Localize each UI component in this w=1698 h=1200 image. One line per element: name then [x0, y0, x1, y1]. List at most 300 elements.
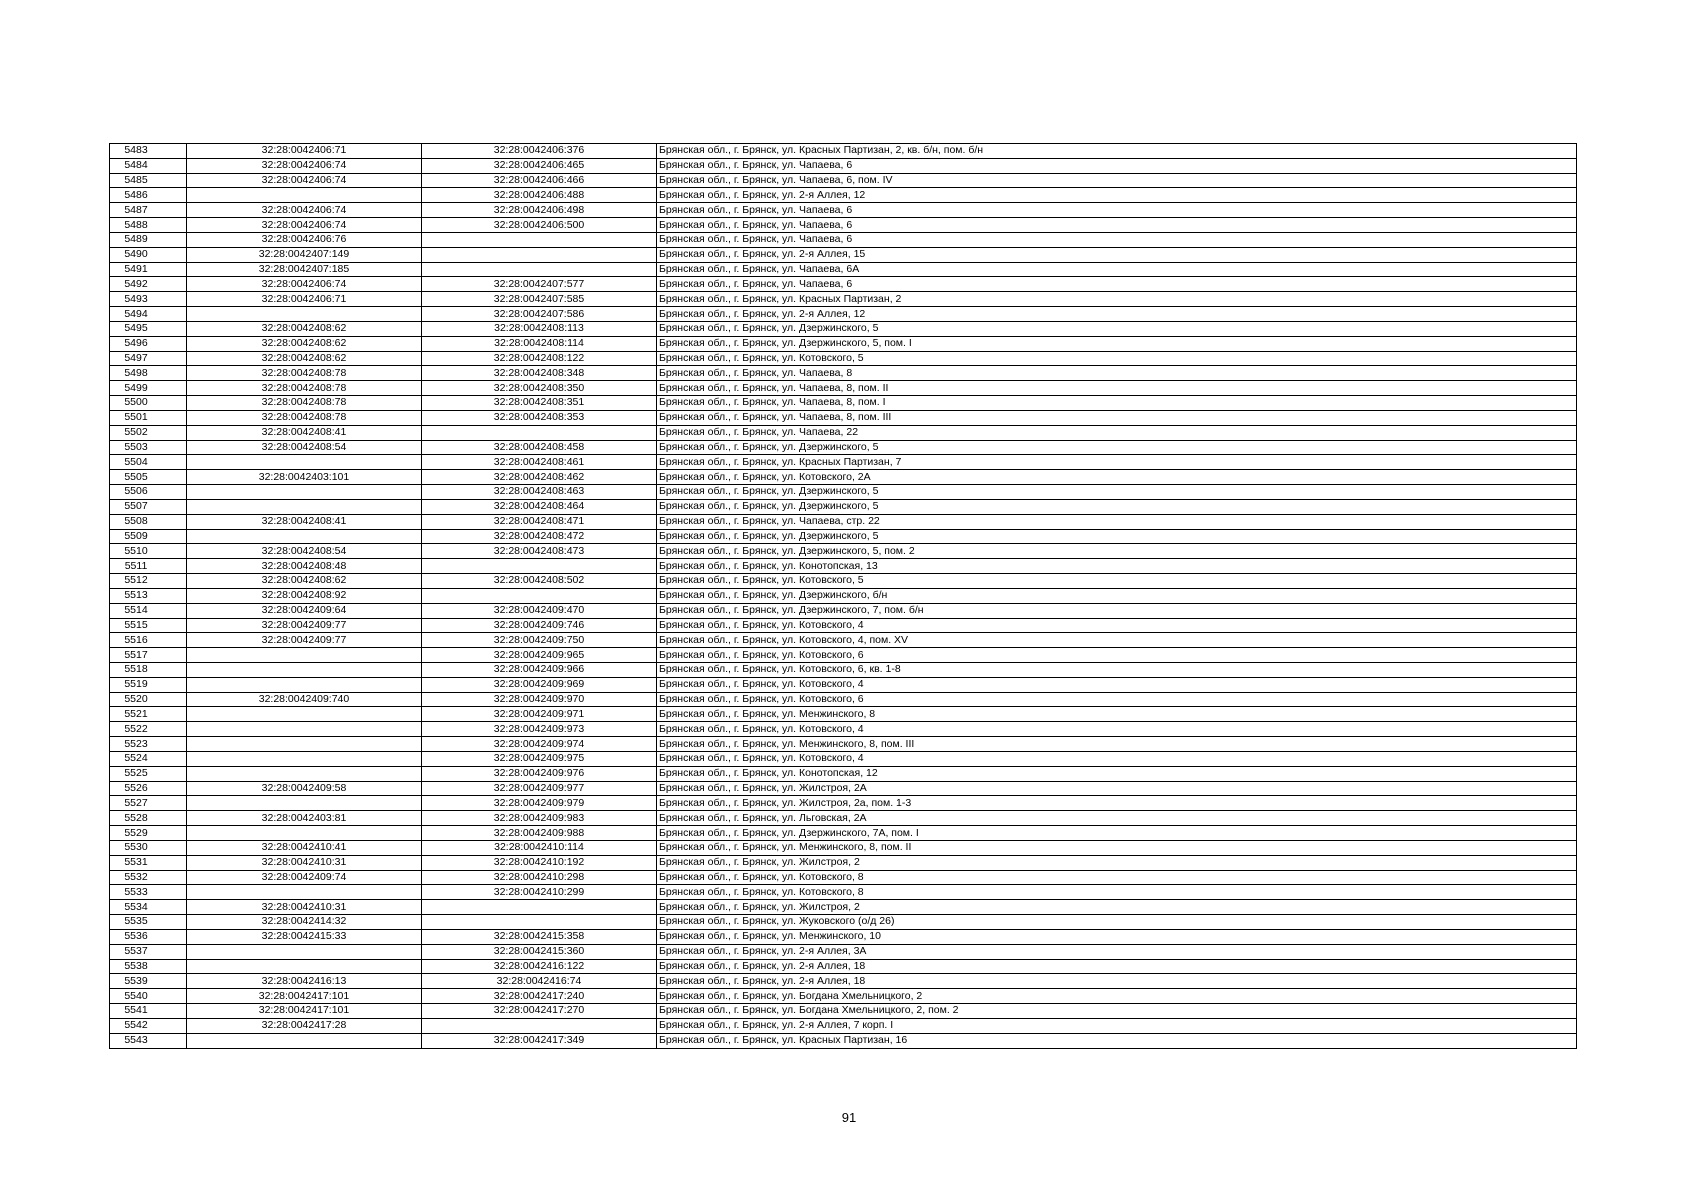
- cadastral-number-cell: 32:28:0042408:473: [422, 544, 657, 559]
- row-number-cell: 5501: [110, 410, 187, 425]
- cadastral-parent-cell: 32:28:0042409:58: [187, 781, 422, 796]
- table-row: [110, 840, 1577, 855]
- row-number-cell: 5488: [110, 218, 187, 233]
- cadastral-number-cell: 32:28:0042409:965: [422, 648, 657, 663]
- row-number-cell: 5496: [110, 336, 187, 351]
- row-number-cell: 5510: [110, 544, 187, 559]
- cadastral-number-cell: [422, 559, 657, 574]
- cadastral-number-cell: 32:28:0042409:975: [422, 751, 657, 766]
- cadastral-parent-cell: 32:28:0042417:101: [187, 1004, 422, 1019]
- cadastral-parent-cell: [187, 485, 422, 500]
- row-number-cell: 5540: [110, 989, 187, 1004]
- cadastral-number-cell: 32:28:0042408:462: [422, 470, 657, 485]
- address-cell: Брянская обл., г. Брянск, ул. Дзержинского, 5: [657, 321, 1577, 336]
- row-number-cell: 5532: [110, 870, 187, 885]
- address-cell: Брянская обл., г. Брянск, ул. Котовского, 8: [657, 885, 1577, 900]
- cadastral-parent-cell: 32:28:0042403:81: [187, 811, 422, 826]
- row-number-cell: 5527: [110, 796, 187, 811]
- row-number-cell: 5494: [110, 307, 187, 322]
- table-row: [110, 648, 1577, 663]
- cadastral-parent-cell: [187, 737, 422, 752]
- address-cell: Брянская обл., г. Брянск, ул. Красных Партизан, 2, кв. б/н, пом. б/н: [657, 144, 1577, 159]
- table-row: [110, 499, 1577, 514]
- address-cell: Брянская обл., г. Брянск, ул. Чапаева, стр. 22: [657, 514, 1577, 529]
- cadastral-number-cell: 32:28:0042406:465: [422, 158, 657, 173]
- cadastral-parent-cell: 32:28:0042406:74: [187, 218, 422, 233]
- address-cell: Брянская обл., г. Брянск, ул. 2-я Аллея, 15: [657, 247, 1577, 262]
- cadastral-parent-cell: 32:28:0042409:77: [187, 633, 422, 648]
- table-row: [110, 425, 1577, 440]
- cadastral-number-cell: 32:28:0042408:464: [422, 499, 657, 514]
- cadastral-number-cell: 32:28:0042407:586: [422, 307, 657, 322]
- table-row: [110, 974, 1577, 989]
- cadastral-number-cell: 32:28:0042409:750: [422, 633, 657, 648]
- table-row: [110, 633, 1577, 648]
- address-cell: Брянская обл., г. Брянск, ул. Чапаева, 8: [657, 366, 1577, 381]
- row-number-cell: 5516: [110, 633, 187, 648]
- table-row: [110, 870, 1577, 885]
- address-cell: Брянская обл., г. Брянск, ул. 2-я Аллея, 12: [657, 307, 1577, 322]
- cadastral-number-cell: 32:28:0042417:270: [422, 1004, 657, 1019]
- address-cell: Брянская обл., г. Брянск, ул. Чапаева, 22: [657, 425, 1577, 440]
- address-cell: Брянская обл., г. Брянск, ул. Котовского, 4: [657, 618, 1577, 633]
- cadastral-parent-cell: 32:28:0042406:71: [187, 144, 422, 159]
- table-row: [110, 796, 1577, 811]
- address-cell: Брянская обл., г. Брянск, ул. Льговская, 2А: [657, 811, 1577, 826]
- cadastral-parent-cell: 32:28:0042410:31: [187, 900, 422, 915]
- table-row: [110, 381, 1577, 396]
- address-cell: Брянская обл., г. Брянск, ул. Котовского, 4: [657, 751, 1577, 766]
- table-row: [110, 662, 1577, 677]
- cadastral-number-cell: [422, 232, 657, 247]
- cadastral-number-cell: 32:28:0042408:113: [422, 321, 657, 336]
- table-row: [110, 707, 1577, 722]
- address-cell: Брянская обл., г. Брянск, ул. Чапаева, 6: [657, 277, 1577, 292]
- address-cell: Брянская обл., г. Брянск, ул. Чапаева, 6: [657, 158, 1577, 173]
- row-number-cell: 5541: [110, 1004, 187, 1019]
- cadastral-number-cell: 32:28:0042406:498: [422, 203, 657, 218]
- cadastral-parent-cell: 32:28:0042406:74: [187, 158, 422, 173]
- cadastral-parent-cell: 32:28:0042408:54: [187, 544, 422, 559]
- cadastral-parent-cell: 32:28:0042409:77: [187, 618, 422, 633]
- address-cell: Брянская обл., г. Брянск, ул. Чапаева, 8, пом. II: [657, 381, 1577, 396]
- address-cell: Брянская обл., г. Брянск, ул. Котовского, 5: [657, 351, 1577, 366]
- cadastral-parent-cell: 32:28:0042406:74: [187, 277, 422, 292]
- cadastral-parent-cell: [187, 188, 422, 203]
- address-cell: Брянская обл., г. Брянск, ул. Жилстроя, 2А: [657, 781, 1577, 796]
- address-cell: Брянская обл., г. Брянск, ул. Котовского, 4: [657, 677, 1577, 692]
- row-number-cell: 5495: [110, 321, 187, 336]
- table-row: [110, 455, 1577, 470]
- address-cell: Брянская обл., г. Брянск, ул. Котовского, 6: [657, 648, 1577, 663]
- cadastral-parent-cell: [187, 959, 422, 974]
- cadastral-number-cell: 32:28:0042406:488: [422, 188, 657, 203]
- cadastral-parent-cell: [187, 1033, 422, 1048]
- row-number-cell: 5483: [110, 144, 187, 159]
- address-cell: Брянская обл., г. Брянск, ул. Дзержинского, 5: [657, 485, 1577, 500]
- table-row: [110, 470, 1577, 485]
- cadastral-parent-cell: 32:28:0042403:101: [187, 470, 422, 485]
- cadastral-number-cell: 32:28:0042409:974: [422, 737, 657, 752]
- address-cell: Брянская обл., г. Брянск, ул. Жилстроя, 2а, пом. 1-3: [657, 796, 1577, 811]
- cadastral-parent-cell: [187, 751, 422, 766]
- address-cell: Брянская обл., г. Брянск, ул. Красных Партизан, 2: [657, 292, 1577, 307]
- cadastral-number-cell: 32:28:0042417:349: [422, 1033, 657, 1048]
- cadastral-number-cell: 32:28:0042409:977: [422, 781, 657, 796]
- table-row: [110, 188, 1577, 203]
- row-number-cell: 5506: [110, 485, 187, 500]
- address-cell: Брянская обл., г. Брянск, ул. Конотопская, 13: [657, 559, 1577, 574]
- cadastral-parent-cell: [187, 307, 422, 322]
- row-number-cell: 5538: [110, 959, 187, 974]
- table-row: [110, 158, 1577, 173]
- table-row: [110, 410, 1577, 425]
- table-row: [110, 440, 1577, 455]
- row-number-cell: 5521: [110, 707, 187, 722]
- row-number-cell: 5498: [110, 366, 187, 381]
- address-cell: Брянская обл., г. Брянск, ул. Дзержинского, б/н: [657, 588, 1577, 603]
- address-cell: Брянская обл., г. Брянск, ул. Дзержинского, 7, пом. б/н: [657, 603, 1577, 618]
- address-cell: Брянская обл., г. Брянск, ул. Красных Партизан, 16: [657, 1033, 1577, 1048]
- cadastral-number-cell: [422, 247, 657, 262]
- address-cell: Брянская обл., г. Брянск, ул. Чапаева, 8, пом. III: [657, 410, 1577, 425]
- cadastral-number-cell: 32:28:0042408:472: [422, 529, 657, 544]
- cadastral-parent-cell: 32:28:0042407:185: [187, 262, 422, 277]
- row-number-cell: 5490: [110, 247, 187, 262]
- table-row: [110, 232, 1577, 247]
- row-number-cell: 5520: [110, 692, 187, 707]
- cadastral-parent-cell: 32:28:0042410:41: [187, 840, 422, 855]
- cadastral-parent-cell: [187, 499, 422, 514]
- row-number-cell: 5523: [110, 737, 187, 752]
- cadastral-parent-cell: [187, 796, 422, 811]
- cadastral-parent-cell: 32:28:0042406:74: [187, 173, 422, 188]
- address-cell: Брянская обл., г. Брянск, ул. Дзержинского, 5, пом. 2: [657, 544, 1577, 559]
- address-cell: Брянская обл., г. Брянск, ул. 2-я Аллея, 3А: [657, 944, 1577, 959]
- cadastral-parent-cell: 32:28:0042409:740: [187, 692, 422, 707]
- cadastral-number-cell: 32:28:0042408:350: [422, 381, 657, 396]
- address-cell: Брянская обл., г. Брянск, ул. Чапаева, 6: [657, 232, 1577, 247]
- cadastral-number-cell: 32:28:0042409:966: [422, 662, 657, 677]
- address-cell: Брянская обл., г. Брянск, ул. Чапаева, 6: [657, 218, 1577, 233]
- row-number-cell: 5499: [110, 381, 187, 396]
- page-number: 91: [841, 1110, 857, 1125]
- cadastral-parent-cell: 32:28:0042408:78: [187, 381, 422, 396]
- row-number-cell: 5487: [110, 203, 187, 218]
- row-number-cell: 5522: [110, 722, 187, 737]
- row-number-cell: 5514: [110, 603, 187, 618]
- row-number-cell: 5524: [110, 751, 187, 766]
- table-row: [110, 247, 1577, 262]
- row-number-cell: 5507: [110, 499, 187, 514]
- table-row: [110, 544, 1577, 559]
- row-number-cell: 5529: [110, 826, 187, 841]
- cadastral-parent-cell: [187, 648, 422, 663]
- address-cell: Брянская обл., г. Брянск, ул. Жилстроя, 2: [657, 855, 1577, 870]
- row-number-cell: 5542: [110, 1018, 187, 1033]
- table-row: [110, 692, 1577, 707]
- address-cell: Брянская обл., г. Брянск, ул. Котовского, 8: [657, 870, 1577, 885]
- address-cell: Брянская обл., г. Брянск, ул. Дзержинского, 7А, пом. I: [657, 826, 1577, 841]
- cadastral-number-cell: 32:28:0042416:74: [422, 974, 657, 989]
- table-row: [110, 144, 1577, 159]
- table-row: [110, 811, 1577, 826]
- address-cell: Брянская обл., г. Брянск, ул. Чапаева, 6, пом. IV: [657, 173, 1577, 188]
- row-number-cell: 5509: [110, 529, 187, 544]
- cadastral-number-cell: [422, 425, 657, 440]
- address-cell: Брянская обл., г. Брянск, ул. 2-я Аллея, 18: [657, 959, 1577, 974]
- address-cell: Брянская обл., г. Брянск, ул. Дзержинского, 5, пом. I: [657, 336, 1577, 351]
- cadastral-number-cell: [422, 915, 657, 930]
- cadastral-parent-cell: [187, 826, 422, 841]
- cadastral-parent-cell: [187, 677, 422, 692]
- address-cell: Брянская обл., г. Брянск, ул. Менжинского, 8, пом. II: [657, 840, 1577, 855]
- table-row: [110, 751, 1577, 766]
- cadastral-parent-cell: [187, 662, 422, 677]
- cadastral-number-cell: 32:28:0042409:979: [422, 796, 657, 811]
- row-number-cell: 5492: [110, 277, 187, 292]
- row-number-cell: 5511: [110, 559, 187, 574]
- cadastral-number-cell: 32:28:0042408:351: [422, 396, 657, 411]
- cadastral-number-cell: 32:28:0042409:969: [422, 677, 657, 692]
- table-row: [110, 574, 1577, 589]
- address-cell: Брянская обл., г. Брянск, ул. Менжинского, 10: [657, 929, 1577, 944]
- row-number-cell: 5533: [110, 885, 187, 900]
- cadastral-parent-cell: 32:28:0042416:13: [187, 974, 422, 989]
- table-row: [110, 277, 1577, 292]
- table-row: [110, 766, 1577, 781]
- address-cell: Брянская обл., г. Брянск, ул. Жуковского (о/д 26): [657, 915, 1577, 930]
- row-number-cell: 5505: [110, 470, 187, 485]
- address-cell: Брянская обл., г. Брянск, ул. Жилстроя, 2: [657, 900, 1577, 915]
- table-row: [110, 677, 1577, 692]
- cadastral-number-cell: 32:28:0042408:502: [422, 574, 657, 589]
- row-number-cell: 5489: [110, 232, 187, 247]
- table-row: [110, 396, 1577, 411]
- address-cell: Брянская обл., г. Брянск, ул. Котовского, 5: [657, 574, 1577, 589]
- cadastral-parent-cell: [187, 944, 422, 959]
- cadastral-parent-cell: 32:28:0042409:74: [187, 870, 422, 885]
- cadastral-number-cell: 32:28:0042409:470: [422, 603, 657, 618]
- address-cell: Брянская обл., г. Брянск, ул. Богдана Хмельницкого, 2: [657, 989, 1577, 1004]
- address-cell: Брянская обл., г. Брянск, ул. Конотопская, 12: [657, 766, 1577, 781]
- cadastral-parent-cell: 32:28:0042410:31: [187, 855, 422, 870]
- cadastral-parent-cell: 32:28:0042417:101: [187, 989, 422, 1004]
- cadastral-parent-cell: 32:28:0042408:78: [187, 410, 422, 425]
- cadastral-parent-cell: 32:28:0042408:62: [187, 574, 422, 589]
- table-row: [110, 173, 1577, 188]
- cadastral-parent-cell: [187, 885, 422, 900]
- cadastral-number-cell: [422, 900, 657, 915]
- cadastral-number-cell: 32:28:0042410:299: [422, 885, 657, 900]
- row-number-cell: 5531: [110, 855, 187, 870]
- table-row: [110, 351, 1577, 366]
- table-row: [110, 514, 1577, 529]
- cadastral-parent-cell: 32:28:0042408:62: [187, 351, 422, 366]
- cadastral-parent-cell: [187, 707, 422, 722]
- cadastral-parent-cell: 32:28:0042408:78: [187, 366, 422, 381]
- row-number-cell: 5503: [110, 440, 187, 455]
- address-cell: Брянская обл., г. Брянск, ул. 2-я Аллея, 12: [657, 188, 1577, 203]
- cadastral-number-cell: 32:28:0042408:458: [422, 440, 657, 455]
- cadastral-parent-cell: 32:28:0042414:32: [187, 915, 422, 930]
- cadastral-parent-cell: 32:28:0042407:149: [187, 247, 422, 262]
- table-row: [110, 1018, 1577, 1033]
- cadastral-parent-cell: 32:28:0042415:33: [187, 929, 422, 944]
- row-number-cell: 5526: [110, 781, 187, 796]
- cadastral-number-cell: 32:28:0042409:973: [422, 722, 657, 737]
- cadastral-number-cell: 32:28:0042409:976: [422, 766, 657, 781]
- address-cell: Брянская обл., г. Брянск, ул. Дзержинского, 5: [657, 499, 1577, 514]
- cadastral-parent-cell: 32:28:0042408:48: [187, 559, 422, 574]
- address-cell: Брянская обл., г. Брянск, ул. Богдана Хмельницкого, 2, пом. 2: [657, 1004, 1577, 1019]
- address-cell: Брянская обл., г. Брянск, ул. Котовского, 2А: [657, 470, 1577, 485]
- cadastral-parent-cell: [187, 529, 422, 544]
- table-row: [110, 989, 1577, 1004]
- cadastral-number-cell: 32:28:0042409:970: [422, 692, 657, 707]
- row-number-cell: 5497: [110, 351, 187, 366]
- cadastral-number-cell: 32:28:0042406:376: [422, 144, 657, 159]
- cadastral-parent-cell: 32:28:0042408:41: [187, 425, 422, 440]
- table-row: [110, 203, 1577, 218]
- cadastral-number-cell: 32:28:0042408:353: [422, 410, 657, 425]
- address-cell: Брянская обл., г. Брянск, ул. Котовского, 4: [657, 722, 1577, 737]
- cadastral-parent-cell: 32:28:0042409:64: [187, 603, 422, 618]
- cadastral-parent-cell: [187, 766, 422, 781]
- cadastral-number-cell: 32:28:0042417:240: [422, 989, 657, 1004]
- cadastral-parent-cell: 32:28:0042408:62: [187, 336, 422, 351]
- address-cell: Брянская обл., г. Брянск, ул. Дзержинского, 5: [657, 529, 1577, 544]
- cadastral-parent-cell: 32:28:0042417:28: [187, 1018, 422, 1033]
- row-number-cell: 5485: [110, 173, 187, 188]
- cadastral-number-cell: 32:28:0042408:348: [422, 366, 657, 381]
- cadastral-parent-cell: 32:28:0042406:71: [187, 292, 422, 307]
- table-row: [110, 915, 1577, 930]
- cadastral-number-cell: [422, 262, 657, 277]
- table-row: [110, 218, 1577, 233]
- address-cell: Брянская обл., г. Брянск, ул. Красных Партизан, 7: [657, 455, 1577, 470]
- table-row: [110, 944, 1577, 959]
- table-row: [110, 336, 1577, 351]
- cadastral-number-cell: 32:28:0042407:577: [422, 277, 657, 292]
- cadastral-parent-cell: [187, 722, 422, 737]
- address-cell: Брянская обл., г. Брянск, ул. Котовского, 4, пом. XV: [657, 633, 1577, 648]
- cadastral-parent-cell: 32:28:0042406:74: [187, 203, 422, 218]
- table-row: [110, 900, 1577, 915]
- table-row: [110, 855, 1577, 870]
- row-number-cell: 5518: [110, 662, 187, 677]
- address-cell: Брянская обл., г. Брянск, ул. Чапаева, 8, пом. I: [657, 396, 1577, 411]
- cadastral-number-cell: 32:28:0042408:463: [422, 485, 657, 500]
- row-number-cell: 5500: [110, 396, 187, 411]
- cadastral-number-cell: 32:28:0042408:122: [422, 351, 657, 366]
- row-number-cell: 5534: [110, 900, 187, 915]
- row-number-cell: 5508: [110, 514, 187, 529]
- cadastral-parent-cell: 32:28:0042408:78: [187, 396, 422, 411]
- address-cell: Брянская обл., г. Брянск, ул. 2-я Аллея, 18: [657, 974, 1577, 989]
- row-number-cell: 5525: [110, 766, 187, 781]
- cadastral-number-cell: 32:28:0042408:471: [422, 514, 657, 529]
- cadastral-number-cell: 32:28:0042415:358: [422, 929, 657, 944]
- address-cell: Брянская обл., г. Брянск, ул. Дзержинского, 5: [657, 440, 1577, 455]
- address-cell: Брянская обл., г. Брянск, ул. Менжинского, 8: [657, 707, 1577, 722]
- row-number-cell: 5539: [110, 974, 187, 989]
- address-cell: Брянская обл., г. Брянск, ул. 2-я Аллея, 7 корп. I: [657, 1018, 1577, 1033]
- address-cell: Брянская обл., г. Брянск, ул. Менжинского, 8, пом. III: [657, 737, 1577, 752]
- cadastral-number-cell: 32:28:0042415:360: [422, 944, 657, 959]
- registry-table-body: [110, 144, 1577, 1049]
- table-row: [110, 737, 1577, 752]
- table-row: [110, 885, 1577, 900]
- row-number-cell: 5502: [110, 425, 187, 440]
- cadastral-number-cell: 32:28:0042408:461: [422, 455, 657, 470]
- address-cell: Брянская обл., г. Брянск, ул. Котовского, 6, кв. 1-8: [657, 662, 1577, 677]
- cadastral-number-cell: [422, 1018, 657, 1033]
- row-number-cell: 5536: [110, 929, 187, 944]
- table-row: [110, 588, 1577, 603]
- row-number-cell: 5512: [110, 574, 187, 589]
- cadastral-parent-cell: 32:28:0042408:41: [187, 514, 422, 529]
- row-number-cell: 5493: [110, 292, 187, 307]
- table-row: [110, 959, 1577, 974]
- table-row: [110, 618, 1577, 633]
- table-row: [110, 559, 1577, 574]
- row-number-cell: 5519: [110, 677, 187, 692]
- cadastral-number-cell: 32:28:0042409:983: [422, 811, 657, 826]
- cadastral-number-cell: 32:28:0042410:298: [422, 870, 657, 885]
- row-number-cell: 5486: [110, 188, 187, 203]
- cadastral-number-cell: 32:28:0042406:466: [422, 173, 657, 188]
- table-row: [110, 826, 1577, 841]
- row-number-cell: 5513: [110, 588, 187, 603]
- table-row: [110, 366, 1577, 381]
- table-row: [110, 262, 1577, 277]
- cadastral-number-cell: 32:28:0042409:971: [422, 707, 657, 722]
- row-number-cell: 5528: [110, 811, 187, 826]
- table-row: [110, 529, 1577, 544]
- row-number-cell: 5530: [110, 840, 187, 855]
- table-row: [110, 781, 1577, 796]
- cadastral-parent-cell: 32:28:0042406:76: [187, 232, 422, 247]
- cadastral-parent-cell: 32:28:0042408:62: [187, 321, 422, 336]
- address-cell: Брянская обл., г. Брянск, ул. Чапаева, 6А: [657, 262, 1577, 277]
- cadastral-number-cell: [422, 588, 657, 603]
- cadastral-number-cell: 32:28:0042416:122: [422, 959, 657, 974]
- table-row: [110, 307, 1577, 322]
- row-number-cell: 5535: [110, 915, 187, 930]
- registry-table: [109, 143, 1577, 1049]
- row-number-cell: 5517: [110, 648, 187, 663]
- cadastral-number-cell: 32:28:0042409:746: [422, 618, 657, 633]
- cadastral-parent-cell: 32:28:0042408:54: [187, 440, 422, 455]
- table-row: [110, 929, 1577, 944]
- table-row: [110, 485, 1577, 500]
- address-cell: Брянская обл., г. Брянск, ул. Чапаева, 6: [657, 203, 1577, 218]
- address-cell: Брянская обл., г. Брянск, ул. Котовского, 6: [657, 692, 1577, 707]
- table-row: [110, 722, 1577, 737]
- cadastral-number-cell: 32:28:0042410:192: [422, 855, 657, 870]
- row-number-cell: 5484: [110, 158, 187, 173]
- table-row: [110, 292, 1577, 307]
- cadastral-number-cell: 32:28:0042410:114: [422, 840, 657, 855]
- cadastral-number-cell: 32:28:0042407:585: [422, 292, 657, 307]
- cadastral-number-cell: 32:28:0042406:500: [422, 218, 657, 233]
- row-number-cell: 5537: [110, 944, 187, 959]
- row-number-cell: 5515: [110, 618, 187, 633]
- row-number-cell: 5543: [110, 1033, 187, 1048]
- cadastral-parent-cell: 32:28:0042408:92: [187, 588, 422, 603]
- table-row: [110, 321, 1577, 336]
